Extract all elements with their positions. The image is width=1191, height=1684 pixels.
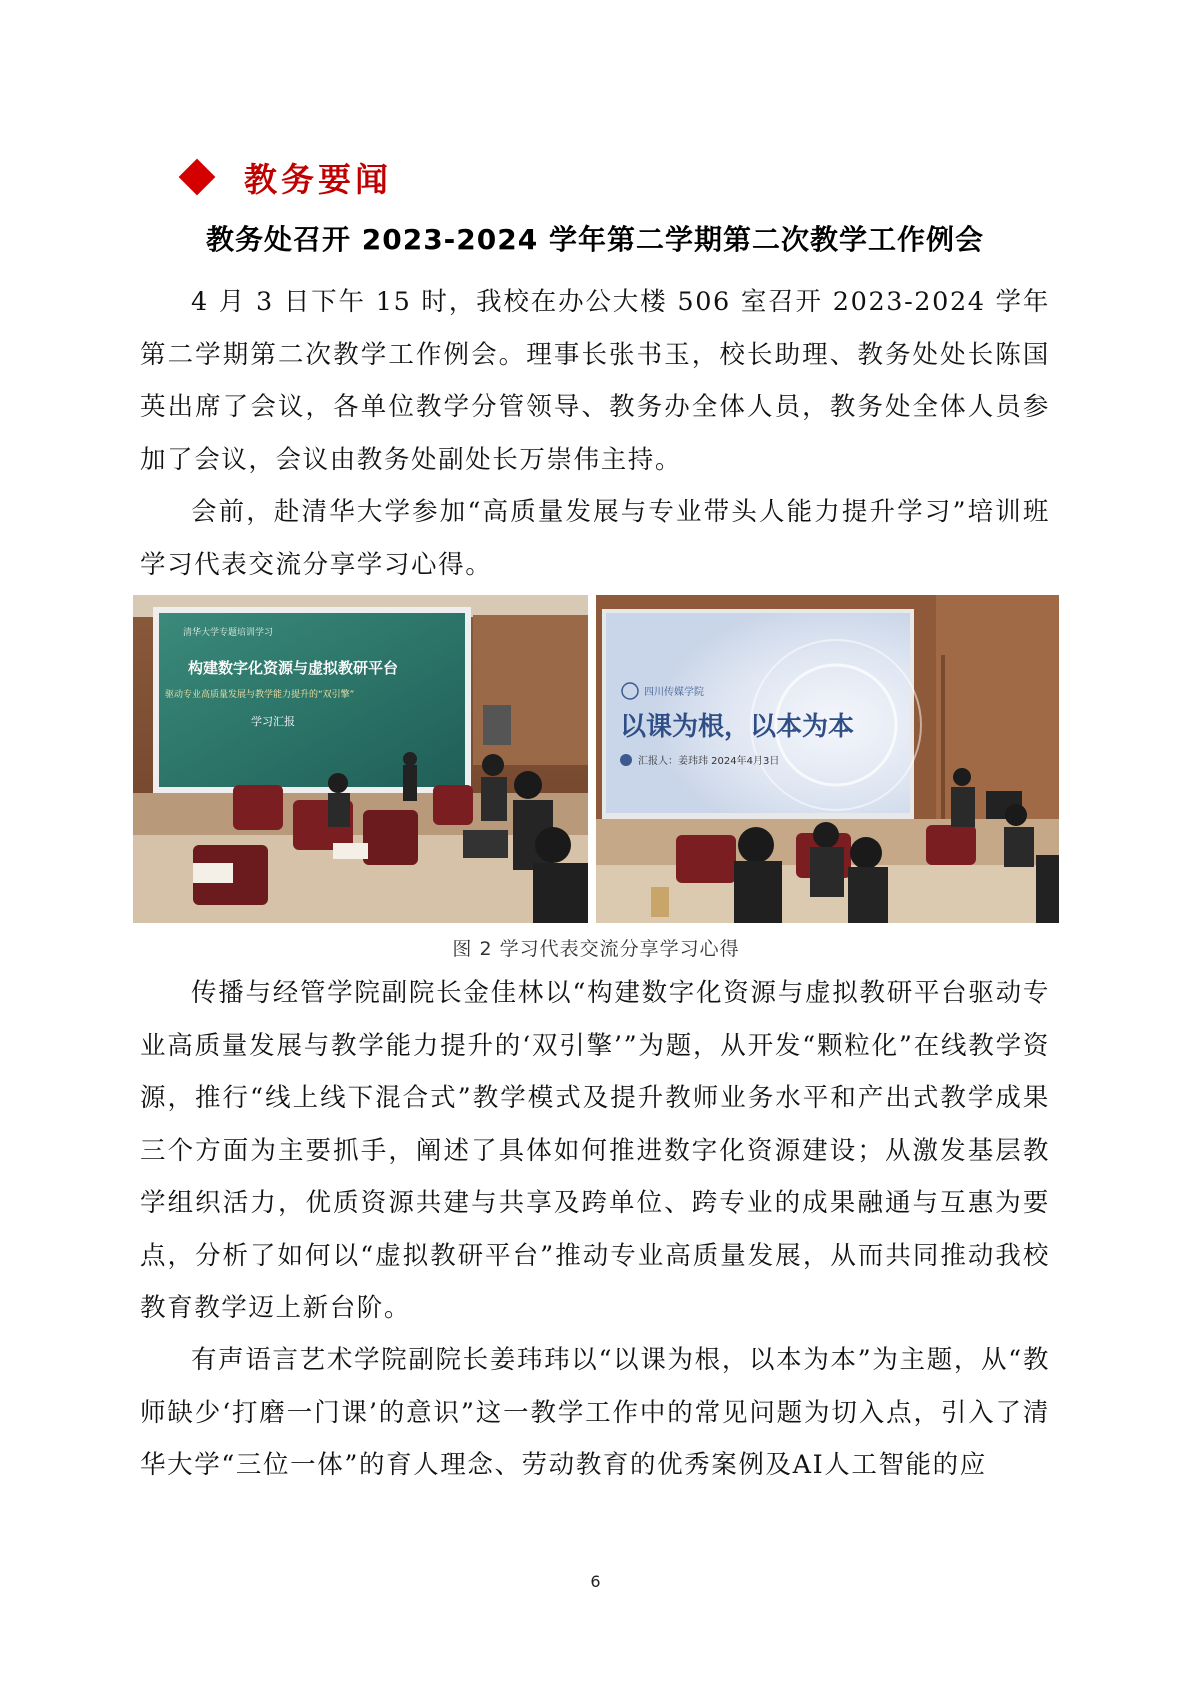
- paragraph-meeting-intro: 4 月 3 日下午 15 时，我校在办公大楼 506 室召开 2023-2024 学年第二学期第二次教学工作例会。理事长张书玉，校长助理、教务处处长陈国英出席了会议，各单位教学分管领导、教务办全体人员，教务处全体人员参加了会议，会议由教务处副处长万崇伟主持。: [140, 287, 1050, 475]
- figure-caption: 图 2 学习代表交流分享学习心得: [452, 938, 740, 960]
- section-title: 教务要闻: [244, 159, 392, 199]
- photo-meeting-right: [596, 595, 1059, 923]
- diamond-bullet-icon: [179, 159, 216, 196]
- paragraph-jiang-weiwei: 有声语言艺术学院副院长姜玮玮以“以课为根，以本为本”为主题，从“教师缺少‘打磨一门课’的意识”这一教学工作中的常见问题为切入点，引入了清华大学“三位一体”的育人理念、劳动教育的优秀案例及AI人工智能的应: [140, 1345, 1050, 1480]
- slide-reporter: 汇报人：姜玮玮 2024年4月3日: [638, 756, 780, 767]
- slide-line-3: 驱动专业高质量发展与教学能力提升的“双引擎”: [165, 690, 355, 700]
- page-number: 6: [590, 1572, 601, 1591]
- paragraph-jin-jialin: 传播与经管学院副院长金佳林以“构建数字化资源与虚拟教研平台驱动专业高质量发展与教学能力提升的‘双引擎’”为题，从开发“颗粒化”在线教学资源，推行“线上线下混合式”教学模式及提升教师业务水平和产出式教学成果三个方面为主要抓手，阐述了具体如何推进数字化资源建设；从激发基层教学组织活力，优质资源共建与共享及跨单位、跨专业的成果融通与互惠为要点，分析了如何以“虚拟教研平台”推动专业高质量发展，从而共同推动我校教育教学迈上新台阶。: [140, 978, 1050, 1323]
- photo-meeting-left: [133, 595, 588, 923]
- slide-line-1: 清华大学专题培训学习: [183, 628, 274, 638]
- paragraph-sharing-intro: 会前，赴清华大学参加“高质量发展与专业带头人能力提升学习”培训班学习代表交流分享学习心得。: [140, 497, 1050, 580]
- article-title: 教务处召开 2023-2024 学年第二学期第二次教学工作例会: [206, 223, 984, 256]
- slide-school-name: 四川传媒学院: [644, 687, 704, 698]
- section-header: [178, 152, 392, 202]
- slide-line-2: 构建数字化资源与虚拟教研平台: [188, 659, 399, 677]
- slide-line-4: 学习汇报: [251, 715, 295, 728]
- slide-main-title: 以课为根，以本为本: [620, 712, 855, 742]
